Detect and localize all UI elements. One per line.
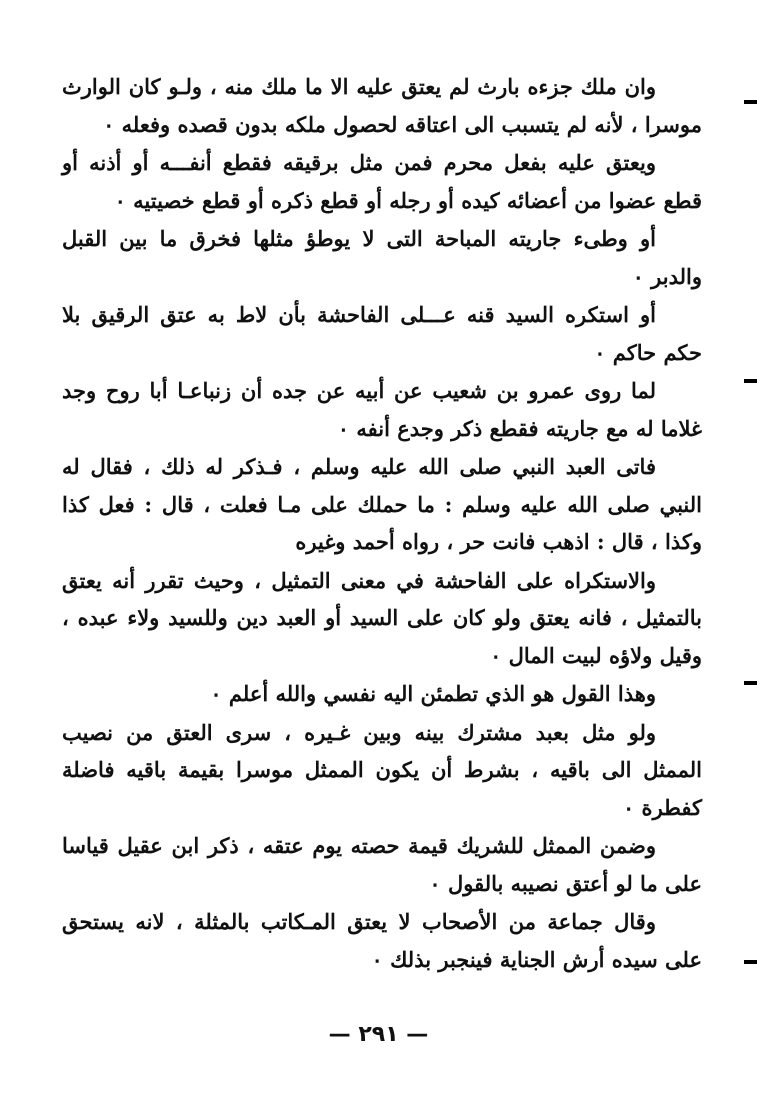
- paragraph-6: فاتى العبد النبي صلى الله عليه وسلم ، فـذكر له ذلك ، فقال له النبي صلى الله عليه وسلم : ما حملك على مـا فعلت ، قال : فعل كذا وكذا ، قال : اذهب فانت حر ، رواه أحمد وغيره: [62, 454, 702, 554]
- paragraph-3: أو وطىء جاريته المباحة التى لا يوطؤ مثلها فخرق ما بين القبل والدبر ٠: [62, 226, 702, 289]
- paragraph-1: وان ملك جزءه بارث لم يعتق عليه الا ما ملك منه ، ولـو كان الوارث موسرا ، لأنه لم يتسبب الى اعتاقه لحصول ملكه بدون قصده وفعله ٠: [62, 74, 702, 137]
- paragraph-5: لما روى عمرو بن شعيب عن أبيه عن جده أن زنباعـا أبا روح وجد غلاما له مع جاريته فقطع ذكر وجدع أنفه ٠: [62, 378, 702, 441]
- edge-tick-mark: [744, 379, 757, 383]
- edge-tick-mark: [744, 960, 757, 964]
- paragraph-8: وهذا القول هو الذي تطمئن اليه نفسي والله أعلم ٠: [210, 681, 656, 706]
- paragraph-9: ولو مثل بعبد مشترك بينه وبين غـيره ، سرى العتق من نصيب الممثل الى باقيه ، بشرط أن يكون الممثل موسرا بقيمة باقيه فاضلة كفطرة ٠: [62, 719, 702, 820]
- paragraph-10: وضمن الممثل للشريك قيمة حصته يوم عتقه ، ذكر ابن عقيل قياسا على ما لو أعتق نصيبه بالقول ٠: [62, 833, 702, 896]
- paragraph-4: أو استكره السيد قنه عـــلى الفاحشة بأن لاط به عتق الرقيق بلا حكم حاكم ٠: [62, 302, 702, 365]
- page-body-text: [62, 68, 702, 978]
- edge-tick-mark: [744, 100, 757, 104]
- paragraph-11: وقال جماعة من الأصحاب لا يعتق المـكاتب بالمثلة ، لانه يستحق على سيده أرش الجناية فينجبر بذلك ٠: [62, 909, 702, 972]
- paragraph-7: والاستكراه على الفاحشة في معنى التمثيل ، وحيث تقرر أنه يعتق بالتمثيل ، فانه يعتق ولو كان على السيد أو العبد دين وللسيد ولاء عبده ، وقيل ولاؤه لبيت المال ٠: [62, 567, 703, 668]
- paragraph-2: ويعتق عليه بفعل محرم فمن مثل برقيقه فقطع أنفـــه أو أذنه أو قطع عضوا من أعضائه كيده أو رجله أو قطع ذكره أو قطع خصيتيه ٠: [62, 150, 702, 213]
- page-number: — ٢٩١ —: [328, 1022, 429, 1047]
- edge-tick-mark: [744, 681, 757, 685]
